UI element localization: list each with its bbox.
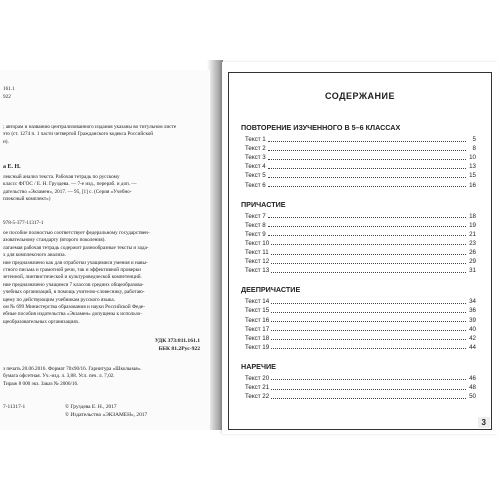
toc-leader-dots bbox=[271, 254, 466, 255]
toc-entry-label: Текст 6 bbox=[245, 181, 266, 189]
toc-leader-dots bbox=[271, 312, 466, 313]
toc-entry bbox=[245, 230, 476, 238]
copyright-publisher: © Издательство «ЭКЗАМЕН», 2017 bbox=[65, 412, 148, 418]
right-page-contents bbox=[222, 62, 498, 434]
toc-entry-page: 34 bbox=[469, 298, 476, 306]
toc-entry-page: 5 bbox=[472, 136, 476, 143]
toc-entry-label: Текст 5 bbox=[245, 172, 266, 180]
toc-entry-label: Текст 16 bbox=[245, 316, 270, 324]
toc-entry-label: Текст 11 bbox=[245, 249, 269, 256]
toc-leader-dots bbox=[271, 244, 466, 245]
toc-entry bbox=[245, 239, 476, 247]
toc-entry bbox=[245, 343, 476, 351]
toc-entry-label: Текст 8 bbox=[245, 221, 266, 229]
toc-entry-page: 21 bbox=[469, 230, 476, 238]
toc-entry bbox=[245, 135, 476, 143]
toc-leader-dots bbox=[271, 398, 466, 399]
toc-leader-dots bbox=[268, 159, 466, 160]
toc-leader-dots bbox=[268, 217, 466, 218]
toc-entry-label: Текст 2 bbox=[245, 145, 266, 153]
toc-entry bbox=[245, 248, 476, 256]
toc-entry bbox=[245, 325, 476, 333]
toc-entry-label: Текст 15 bbox=[245, 307, 270, 315]
isbn-short: 7-11317-1 bbox=[3, 404, 26, 410]
toc-leader-dots bbox=[268, 226, 466, 227]
toc-entry bbox=[245, 374, 476, 382]
toc-entry-label: Текст 1 bbox=[245, 136, 266, 143]
toc-entry bbox=[245, 212, 476, 220]
toc-entry-page: 10 bbox=[469, 154, 476, 162]
toc-leader-dots bbox=[271, 303, 466, 304]
toc-entry bbox=[245, 297, 476, 305]
author-name: а Е. Н. bbox=[3, 164, 21, 170]
bbk-top: 922 bbox=[3, 94, 11, 100]
toc-entry-page: 39 bbox=[469, 316, 476, 324]
toc-frame bbox=[228, 72, 492, 430]
toc-leader-dots bbox=[268, 141, 466, 142]
print-imprint: з печать 20.06.2016. Формат 70х90/16. Гарнитура «Школьная». бумага офсетная. Уч.-изд. л. 3,88. Усл. печ. л. 7,02. Тираж 8 000 экз. Заказ № 2006/16. bbox=[3, 366, 142, 387]
toc-entry-page: 44 bbox=[469, 343, 476, 351]
toc-entry-label: Текст 17 bbox=[245, 325, 270, 333]
toc-leader-dots bbox=[268, 150, 466, 151]
toc-entry-label: Текст 9 bbox=[245, 230, 266, 238]
isbn: 978-5-377-11317-1 bbox=[3, 220, 44, 226]
toc-entry-page: 42 bbox=[469, 334, 476, 342]
toc-entry bbox=[245, 144, 476, 152]
toc-entry-label: Текст 18 bbox=[245, 334, 270, 342]
toc-section-heading: ДЕЕПРИЧАСТИЕ bbox=[241, 285, 301, 295]
toc-entry-label: Текст 7 bbox=[245, 212, 266, 220]
toc-entry bbox=[245, 257, 476, 265]
toc-entry bbox=[245, 383, 476, 391]
toc-entry-page: 18 bbox=[469, 212, 476, 220]
toc-entry-page: 15 bbox=[469, 172, 476, 180]
toc-entry-label: Текст 21 bbox=[245, 384, 270, 391]
toc-entry-label: Текст 22 bbox=[245, 393, 270, 401]
toc-title: СОДЕРЖАНИЕ bbox=[324, 91, 396, 101]
toc-leader-dots bbox=[271, 348, 466, 349]
toc-entry-page: 13 bbox=[469, 163, 476, 171]
toc-section-heading: НАРЕЧИЕ bbox=[241, 361, 276, 371]
toc-entry-page: 19 bbox=[469, 221, 476, 229]
toc-entry-label: Текст 12 bbox=[245, 258, 270, 266]
toc-leader-dots bbox=[271, 330, 466, 331]
toc-section-heading: ПРИЧАСТИЕ bbox=[241, 199, 286, 209]
toc-entry bbox=[245, 181, 476, 189]
toc-entry-page: 16 bbox=[469, 181, 476, 189]
toc-entry-label: Текст 4 bbox=[245, 163, 266, 171]
toc-entry-page: 50 bbox=[469, 393, 476, 401]
toc-entry-page: 29 bbox=[469, 258, 476, 266]
toc-entry bbox=[245, 316, 476, 324]
toc-entry-page: 8 bbox=[472, 145, 476, 153]
copyright-note: ; авторам и названию централизованного издания указаны во титульном листе это (ст. 1274 п. 1 части четвертой Гражданского кодекса Российской н). bbox=[3, 124, 177, 145]
annotation: ое пособие полностью соответствует федеральному государствен- азовательному стандарту (второго поколения). лагаемая рабочая тетрадь содержит разнообразные тексты и зада- х для комплексного анализа. ние предназначено как для отработки учащимися умения и навы- стного письма и грамотной речи, так и эффективной проверки зетенной, лингвистической и культуроведческой компетенций. ние предназначено учащимся 7 классов средних общеобразова- учебных организаций, в помощь учителю-словеснику, работаю- щему по действующим учебникам русского языка. ом № 699 Министерства образования и науки Российской Феде- ебные пособия издательства «Экзамен» допущены к использо- щеобразовательных организациях. bbox=[3, 230, 150, 325]
toc-leader-dots bbox=[271, 389, 466, 390]
toc-entry-page: 26 bbox=[469, 249, 476, 256]
udk-top: 161.1 bbox=[3, 86, 15, 92]
copyright-author: © Груздева Е. Н., 2017 bbox=[65, 404, 117, 410]
toc-leader-dots bbox=[271, 379, 466, 380]
toc-leader-dots bbox=[271, 272, 466, 273]
toc-leader-dots bbox=[268, 168, 466, 169]
toc-entry bbox=[245, 153, 476, 161]
toc-leader-dots bbox=[271, 339, 466, 340]
toc-entry bbox=[245, 171, 476, 179]
toc-entry-label: Текст 19 bbox=[245, 343, 270, 351]
toc-entry bbox=[245, 392, 476, 400]
toc-entry-label: Текст 3 bbox=[245, 154, 266, 162]
toc-leader-dots bbox=[268, 235, 466, 236]
udk-full: УДК 373:811.161.1 bbox=[154, 338, 200, 344]
toc-entry bbox=[245, 221, 476, 229]
toc-leader-dots bbox=[271, 321, 466, 322]
toc-entry bbox=[245, 334, 476, 342]
toc-entry bbox=[245, 266, 476, 274]
toc-entry-page: 48 bbox=[469, 384, 476, 391]
toc-leader-dots bbox=[271, 263, 466, 264]
toc-entry-label: Текст 13 bbox=[245, 267, 270, 275]
toc-entry-page: 40 bbox=[469, 325, 476, 333]
toc-leader-dots bbox=[268, 177, 466, 178]
toc-entry-page: 46 bbox=[469, 374, 476, 382]
toc-leader-dots bbox=[268, 186, 466, 187]
toc-section-heading: ПОВТОРЕНИЕ ИЗУЧЕННОГО В 5–6 КЛАССАХ bbox=[241, 123, 401, 132]
toc-entry-label: Текст 14 bbox=[245, 298, 270, 306]
toc-entry bbox=[245, 162, 476, 170]
toc-entry-label: Текст 20 bbox=[245, 374, 270, 382]
toc-entry-page: 36 bbox=[469, 307, 476, 315]
bbk-full: ББК 81.2Рус-922 bbox=[158, 346, 200, 352]
page-number: 3 bbox=[478, 417, 490, 428]
left-page-imprint bbox=[0, 70, 210, 430]
toc-entry-page: 31 bbox=[469, 267, 476, 275]
book-description: лексный анализ текста. Рабочая тетрадь по русскому классс ФГОС / Е. Н. Груздева. — 7-е изд., перераб. и доп. — дательство «Экзамен», 2017. — 95, [1] с. (Серия «Учебно- плексный комплект») bbox=[3, 174, 137, 203]
toc-entry-page: 23 bbox=[469, 239, 476, 247]
toc-entry bbox=[245, 306, 476, 314]
toc-entry-label: Текст 10 bbox=[245, 239, 270, 247]
